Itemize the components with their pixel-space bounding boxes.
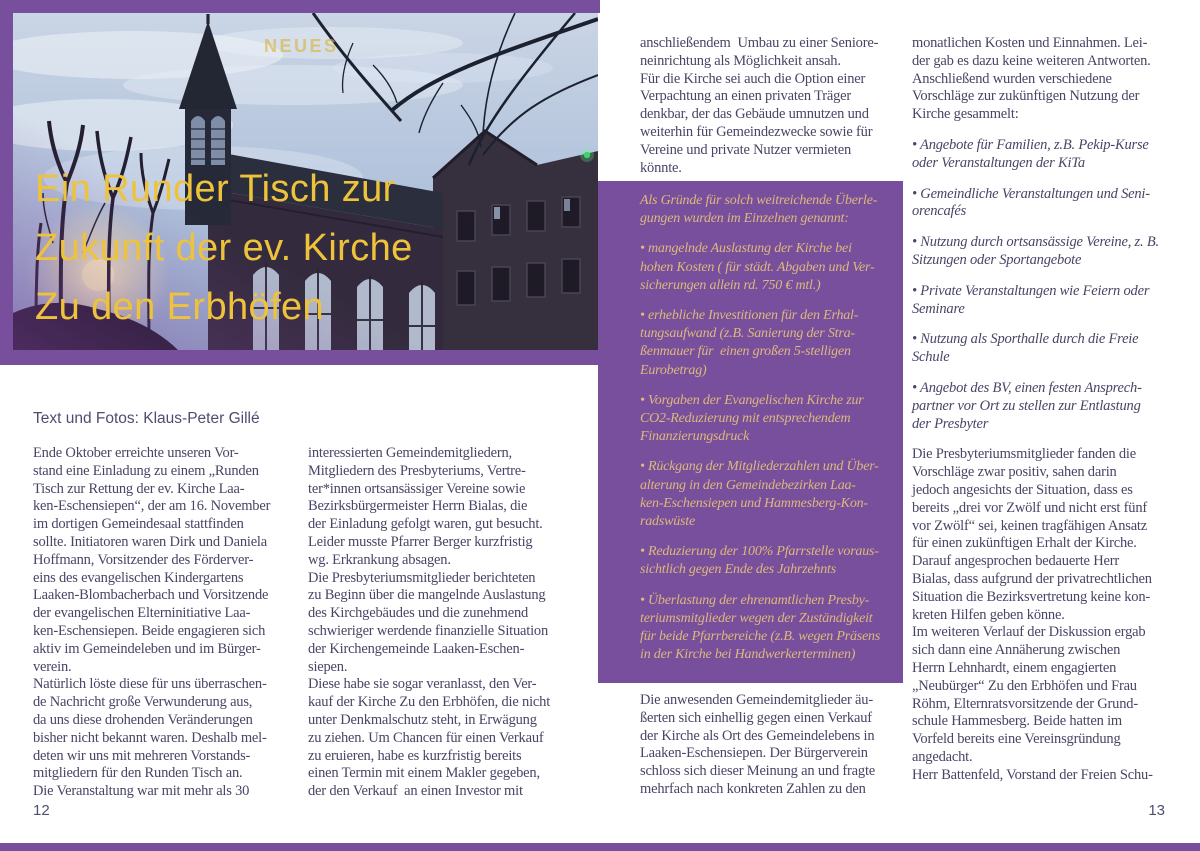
text-line: Situation die Bezirksvertretung keine kon- — [912, 588, 1151, 605]
article-title-line: Zu den Erbhöfen — [35, 286, 325, 328]
left-page-column-1 — [33, 445, 313, 801]
text-line: ßerten sich einhellig gegen einen Verkauf — [640, 709, 872, 726]
text-line: Eurobetrag) — [640, 362, 707, 378]
text-line: Die Veranstaltung war mit mehr als 30 — [33, 783, 250, 800]
text-line: • Angebot des BV, einen festen Ansprech- — [912, 379, 1142, 396]
text-line: • mangelnde Auslastung der Kirche bei — [640, 241, 852, 257]
text-line: Leider musste Pfarrer Berger kurzfristig — [308, 533, 533, 550]
text-line: anschließendem Umbau zu einer Seniore- — [640, 35, 879, 51]
text-line: neinrichtung als Möglichkeit ansah. — [640, 52, 841, 69]
text-line: schloss sich dieser Meinung an und fragte — [640, 763, 876, 780]
text-line: Herrn Lehnhardt, einem engagierten — [912, 659, 1117, 676]
text-line: Vereine und private Nutzer vermieten — [640, 141, 852, 158]
text-line: • Vorgaben der Evangelischen Kirche zur — [640, 392, 864, 408]
text-line: Vorfeld bereits eine Vereinsgründung — [912, 731, 1121, 748]
paragraph — [912, 283, 1184, 319]
text-line: partner vor Ort zu stellen zur Entlastung — [912, 397, 1141, 414]
paragraph — [640, 192, 893, 228]
text-line: Im weiteren Verlauf der Diskussion ergab — [912, 624, 1146, 641]
text-line: CO2-Reduzierung mit entsprechendem — [640, 411, 851, 427]
text-line: Hoffmann, Vorsitzender des Förderver- — [33, 551, 254, 568]
text-line: Die Presbyteriumsmitglieder berichteten — [308, 569, 536, 586]
text-line: Natürlich löste diese für uns überraschen- — [33, 676, 267, 693]
text-line: Darauf angesprochen bedauerte Herr — [912, 553, 1119, 570]
text-line: teriumsmitglieder wegen der Zuständigkeit — [640, 610, 873, 626]
paragraph — [640, 240, 893, 295]
text-line: de Nachricht große Verwunderung aus, — [33, 694, 253, 711]
article-title-line: Ein Runder Tisch zur — [35, 168, 396, 210]
text-line: • Reduzierung der 100% Pfarrstelle voraus- — [640, 544, 879, 560]
paragraph — [308, 445, 593, 801]
text-line: Laaken-Blombacherbach und Vorsitzende — [33, 587, 269, 604]
text-line: deten wir uns mit mehreren Vorstands- — [33, 747, 251, 764]
text-line: gungen wurden im Einzelnen genannt: — [640, 211, 849, 227]
text-line: sichtlich gegen Ende des Jahrzehnts — [640, 562, 836, 578]
text-line: sich dann eine Annäherung zwischen — [912, 642, 1121, 659]
text-line: kreten Hilfen geben könne. — [912, 606, 1065, 623]
text-line: einen Termin mit einem Makler gegeben, — [308, 765, 540, 782]
paragraph — [640, 543, 893, 579]
text-line: • Nutzung durch ortsansässige Vereine, z. B. — [912, 234, 1159, 251]
text-line: weiterhin für Gemeindezwecke sowie für — [640, 123, 873, 140]
text-line: Kirche gesammelt: — [912, 106, 1019, 123]
text-line: der Presbyter — [912, 415, 989, 432]
text-line: Tisch zur Rettung der ev. Kirche Laa- — [33, 480, 245, 497]
paragraph — [640, 692, 905, 799]
text-line: jedoch angesichts der Situation, dass es — [912, 481, 1133, 498]
text-line: „Neubürger“ Zu den Erbhöfen und Frau — [912, 677, 1137, 694]
text-line: vor Zwölf“ sei, keinen tragfähigen Ansatz — [912, 517, 1147, 534]
text-line: bereits „drei vor Zwölf und nicht erst fünf — [912, 499, 1148, 516]
highlight-box-text — [640, 192, 893, 664]
text-line: orencafés — [912, 203, 967, 220]
text-line: Als Gründe für solch weitreichende Überle- — [640, 193, 878, 208]
text-line: • Nutzung als Sporthalle durch die Freie — [912, 331, 1139, 348]
text-line: tungsaufwand (z.B. Sanierung der Stra- — [640, 326, 855, 342]
text-line: siepen. — [308, 658, 348, 675]
text-line: Für die Kirche sei auch die Option einer — [640, 70, 866, 87]
text-line: schule Hammesberg. Beide hatten im — [912, 713, 1122, 730]
text-line: ter*innen ortsansässiger Vereine sowie — [308, 480, 526, 497]
text-line: bisher nicht bekannt waren. Deshalb mel- — [33, 729, 267, 746]
text-line: für einen zukünftigen Erhalt der Kirche. — [912, 535, 1137, 552]
text-line: Mitgliedern des Presbyteriums, Vertre- — [308, 462, 526, 479]
text-line: • Private Veranstaltungen wie Feiern oder — [912, 282, 1150, 299]
paragraph — [912, 137, 1184, 173]
text-line: des Kirchgebäudes und die zunehmend — [308, 605, 529, 622]
text-line: mitgliedern für den Runden Tisch an. — [33, 765, 243, 782]
page-number-right: 13 — [1148, 802, 1165, 819]
paragraph — [912, 35, 1184, 124]
text-line: • Überlastung der ehrenamtlichen Presby- — [640, 592, 870, 608]
text-line: der den Verkauf an einen Investor mit — [308, 783, 523, 800]
text-line: eins des evangelischen Kindergartens — [33, 569, 244, 586]
text-line: Finanzierungsdruck — [640, 429, 750, 445]
text-line: kauf der Kirche Zu den Erbhöfen, die nicht — [308, 694, 551, 711]
text-line: oder Veranstaltungen der KiTa — [912, 154, 1085, 171]
text-line: ken-Eschensiepen. Beide engagieren sich — [33, 622, 266, 639]
text-line: Röhm, Elternratsvorsitzende der Grund- — [912, 695, 1138, 712]
paragraph — [912, 380, 1184, 433]
paragraph — [912, 234, 1184, 270]
text-line: alterung in den Gemeindebezirken Laa- — [640, 477, 856, 493]
text-line: der evangelischen Elterninitiative Laa- — [33, 605, 251, 622]
text-line: da uns diese drohenden Veränderungen — [33, 711, 253, 728]
text-line: • Rückgang der Mitgliederzahlen und Über- — [640, 459, 879, 475]
text-line: sollte. Initiatoren waren Dirk und Daniela — [33, 533, 267, 550]
text-line: Verpachtung an einen privaten Träger — [640, 88, 852, 105]
paragraph — [640, 592, 893, 665]
text-line: Herr Battenfeld, Vorstand der Freien Schu- — [912, 766, 1153, 783]
text-line: Bezirksbürgermeister Herrn Bialas, die — [308, 498, 528, 515]
text-line: • Gemeindliche Veranstaltungen und Seni- — [912, 185, 1150, 202]
paragraph — [640, 392, 893, 447]
text-line: Laaken-Eschensiepen. Der Bürgerverein — [640, 745, 868, 762]
text-line: Bialas, dass aufgrund der privatrechtlichen — [912, 570, 1152, 587]
text-line: im dortigen Gemeindesaal stattfinden — [33, 516, 244, 533]
text-line: Die Presbyteriumsmitglieder fanden die — [912, 446, 1136, 463]
paragraph — [912, 446, 1184, 784]
text-line: verein. — [33, 658, 72, 675]
highlight-box — [598, 181, 903, 683]
text-line: Vorschläge zur zukünftigen Nutzung der — [912, 88, 1140, 105]
text-line: interessierten Gemeindemitgliedern, — [308, 445, 512, 461]
text-line: Seminare — [912, 300, 965, 317]
text-line: der Kirche als Ort des Gemeindelebens in — [640, 727, 875, 744]
text-line: • Angebote für Familien, z.B. Pekip-Kurse — [912, 136, 1149, 153]
photo-frame-bottom — [0, 350, 598, 365]
text-line: ken-Eschensiepen“, der am 16. November — [33, 498, 271, 515]
text-line: zu Beginn über die mangelnde Auslastung — [308, 587, 546, 604]
text-line: aktiv im Gemeindeleben und im Bürger- — [33, 640, 261, 657]
text-line: schwieriger werdende finanzielle Situation — [308, 622, 549, 639]
photo-frame-left — [0, 0, 13, 365]
footer-bar — [0, 843, 1200, 851]
text-line: ßenmauer für einen großen 5-stelligen — [640, 344, 851, 360]
text-line: Die anwesenden Gemeindemitglieder äu- — [640, 692, 873, 708]
paragraph — [33, 445, 313, 801]
text-line: Diese habe sie sogar veranlasst, den Ver- — [308, 676, 537, 693]
right-page-column-1-bottom — [640, 692, 905, 799]
text-line: in der Kirche bei Handwerkerterminen) — [640, 647, 856, 663]
text-line: unter Denkmalschutz steht, in Erwägung — [308, 711, 537, 728]
text-line: könnte. — [640, 159, 682, 176]
text-line: Sitzungen oder Sportangebote — [912, 251, 1082, 268]
right-page-column-2 — [912, 35, 1184, 784]
text-line: wg. Erkrankung absagen. — [308, 551, 451, 568]
text-line: sicherungen allein rd. 750 € mtl.) — [640, 277, 821, 293]
text-line: • erhebliche Investitionen für den Erhal- — [640, 308, 859, 324]
text-line: monatlichen Kosten und Einnahmen. Lei- — [912, 35, 1148, 51]
paragraph — [640, 458, 893, 531]
text-line: hohen Kosten ( für städt. Abgaben und Ver- — [640, 259, 875, 275]
text-line: angedacht. — [912, 748, 973, 765]
text-line: Schule — [912, 349, 950, 366]
text-line: der gab es dazu keine weiteren Antworten. — [912, 52, 1151, 69]
text-line: radswüste — [640, 514, 695, 530]
right-page-column-1-top — [640, 35, 905, 177]
text-line: für beide Pfarrbereiche (z.B. wegen Präsens — [640, 629, 881, 645]
text-line: stand eine Einladung zu einem „Runden — [33, 462, 259, 479]
section-kicker: NEUES — [264, 36, 339, 56]
text-line: zu eruieren, habe es kurzfristig bereits — [308, 747, 522, 764]
paragraph — [912, 186, 1184, 222]
text-line: denkbar, der das Gebäude umnutzen und — [640, 106, 869, 123]
paragraph — [640, 307, 893, 380]
text-line: der Einladung gefolgt waren, gut besucht. — [308, 516, 543, 533]
text-line: der Kirchengemeinde Laaken-Eschen- — [308, 640, 525, 657]
text-line: Ende Oktober erreichte unseren Vor- — [33, 445, 239, 461]
text-line: mehrfach nach konkreten Zahlen zu den — [640, 780, 866, 797]
text-line: zu ziehen. Um Chancen für einen Verkauf — [308, 729, 544, 746]
page-number-left: 12 — [33, 802, 50, 819]
photo-frame-top — [0, 0, 600, 13]
text-line: Anschließend wurden verschiedene — [912, 70, 1112, 87]
article-title-line: Zukunft der ev. Kirche — [35, 227, 413, 269]
article-title — [35, 160, 413, 337]
paragraph — [912, 331, 1184, 367]
text-line: Vorschläge zwar positiv, sahen darin — [912, 464, 1117, 481]
paragraph — [640, 35, 905, 177]
byline: Text und Fotos: Klaus-Peter Gillé — [33, 410, 260, 427]
left-page-column-2 — [308, 445, 593, 801]
text-line: ken-Eschensiepen und Hammesberg-Kon- — [640, 495, 868, 511]
